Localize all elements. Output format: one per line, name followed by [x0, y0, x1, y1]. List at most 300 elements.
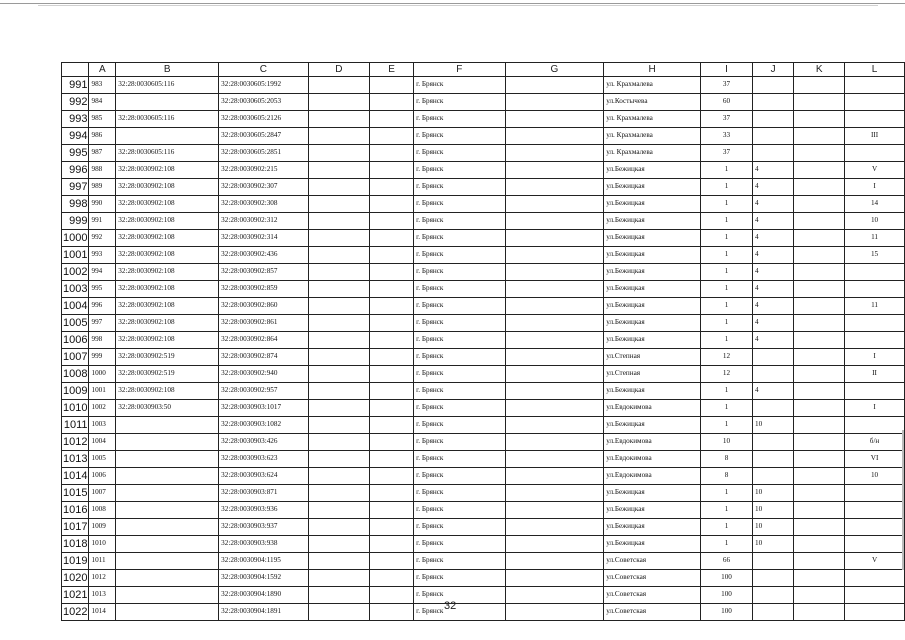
cell-d[interactable] — [308, 383, 370, 400]
cell-h[interactable]: ул.Степная — [604, 349, 701, 366]
cell-e[interactable] — [370, 196, 414, 213]
cell-j[interactable]: 4 — [753, 247, 794, 264]
cell-c[interactable]: 32:28:0030902:957 — [219, 383, 308, 400]
cell-i[interactable]: 1 — [700, 332, 752, 349]
cell-h[interactable]: ул.Бежицкая — [604, 230, 701, 247]
cell-l[interactable]: I — [845, 179, 905, 196]
cell-b[interactable] — [116, 587, 219, 604]
cell-c[interactable]: 32:28:0030605:1992 — [219, 77, 308, 94]
row-number[interactable]: 1007 — [62, 349, 89, 366]
column-header[interactable]: E — [370, 63, 414, 77]
cell-l[interactable] — [845, 417, 905, 434]
cell-k[interactable] — [794, 128, 845, 145]
cell-g[interactable] — [505, 570, 604, 587]
cell-g[interactable] — [505, 417, 604, 434]
cell-f[interactable]: г. Брянск — [414, 468, 505, 485]
column-header[interactable]: C — [219, 63, 308, 77]
cell-b[interactable] — [116, 519, 219, 536]
cell-d[interactable] — [308, 264, 370, 281]
cell-f[interactable]: г. Брянск — [414, 281, 505, 298]
cell-j[interactable] — [753, 77, 794, 94]
cell-h[interactable]: ул.Бежицкая — [604, 264, 701, 281]
cell-a[interactable]: 1001 — [89, 383, 116, 400]
cell-i[interactable]: 1 — [700, 315, 752, 332]
cell-d[interactable] — [308, 349, 370, 366]
cell-g[interactable] — [505, 604, 604, 621]
cell-d[interactable] — [308, 536, 370, 553]
cell-a[interactable]: 998 — [89, 332, 116, 349]
cell-c[interactable]: 32:28:0030902:861 — [219, 315, 308, 332]
cell-k[interactable] — [794, 230, 845, 247]
cell-i[interactable]: 60 — [700, 94, 752, 111]
cell-c[interactable]: 32:28:0030605:2847 — [219, 128, 308, 145]
cell-g[interactable] — [505, 162, 604, 179]
cell-f[interactable]: г. Брянск — [414, 94, 505, 111]
row-number[interactable]: 1018 — [62, 536, 89, 553]
cell-i[interactable]: 1 — [700, 264, 752, 281]
cell-i[interactable]: 33 — [700, 128, 752, 145]
cell-d[interactable] — [308, 111, 370, 128]
cell-d[interactable] — [308, 519, 370, 536]
cell-b[interactable]: 32:28:0030902:108 — [116, 230, 219, 247]
column-header[interactable]: A — [89, 63, 116, 77]
cell-b[interactable]: 32:28:0030902:108 — [116, 179, 219, 196]
cell-h[interactable]: ул.Бежицкая — [604, 519, 701, 536]
cell-d[interactable] — [308, 196, 370, 213]
cell-c[interactable]: 32:28:0030902:940 — [219, 366, 308, 383]
row-number[interactable]: 992 — [62, 94, 89, 111]
cell-d[interactable] — [308, 587, 370, 604]
cell-b[interactable]: 32:28:0030605:116 — [116, 77, 219, 94]
cell-h[interactable]: ул.Бежицкая — [604, 247, 701, 264]
cell-i[interactable]: 1 — [700, 485, 752, 502]
cell-d[interactable] — [308, 213, 370, 230]
cell-g[interactable] — [505, 434, 604, 451]
cell-f[interactable]: г. Брянск — [414, 298, 505, 315]
cell-c[interactable]: 32:28:0030902:308 — [219, 196, 308, 213]
cell-f[interactable]: г. Брянск — [414, 502, 505, 519]
cell-h[interactable]: ул.Степная — [604, 366, 701, 383]
cell-j[interactable] — [753, 553, 794, 570]
cell-i[interactable]: 37 — [700, 77, 752, 94]
cell-b[interactable] — [116, 553, 219, 570]
cell-h[interactable]: ул. Крахмалева — [604, 111, 701, 128]
cell-h[interactable]: ул.Советская — [604, 570, 701, 587]
cell-g[interactable] — [505, 553, 604, 570]
cell-k[interactable] — [794, 111, 845, 128]
cell-d[interactable] — [308, 570, 370, 587]
cell-d[interactable] — [308, 553, 370, 570]
cell-a[interactable]: 1000 — [89, 366, 116, 383]
cell-a[interactable]: 991 — [89, 213, 116, 230]
cell-g[interactable] — [505, 196, 604, 213]
cell-j[interactable]: 4 — [753, 230, 794, 247]
cell-c[interactable]: 32:28:0030902:215 — [219, 162, 308, 179]
cell-c[interactable]: 32:28:0030902:307 — [219, 179, 308, 196]
column-header[interactable]: B — [116, 63, 219, 77]
cell-k[interactable] — [794, 332, 845, 349]
column-header[interactable]: H — [604, 63, 701, 77]
cell-c[interactable]: 32:28:0030904:1890 — [219, 587, 308, 604]
cell-j[interactable] — [753, 111, 794, 128]
cell-i[interactable]: 1 — [700, 519, 752, 536]
cell-c[interactable]: 32:28:0030902:860 — [219, 298, 308, 315]
cell-j[interactable] — [753, 570, 794, 587]
cell-i[interactable]: 1 — [700, 417, 752, 434]
cell-b[interactable]: 32:28:0030902:108 — [116, 213, 219, 230]
cell-i[interactable]: 66 — [700, 553, 752, 570]
column-header[interactable]: G — [505, 63, 604, 77]
cell-a[interactable]: 984 — [89, 94, 116, 111]
cell-h[interactable]: ул.Советская — [604, 604, 701, 621]
cell-l[interactable]: V — [845, 553, 905, 570]
cell-a[interactable]: 1004 — [89, 434, 116, 451]
cell-g[interactable] — [505, 536, 604, 553]
cell-c[interactable]: 32:28:0030902:874 — [219, 349, 308, 366]
cell-e[interactable] — [370, 213, 414, 230]
cell-k[interactable] — [794, 77, 845, 94]
cell-b[interactable]: 32:28:0030605:116 — [116, 145, 219, 162]
cell-k[interactable] — [794, 553, 845, 570]
cell-a[interactable]: 986 — [89, 128, 116, 145]
cell-b[interactable] — [116, 417, 219, 434]
cell-i[interactable]: 100 — [700, 570, 752, 587]
row-number[interactable]: 999 — [62, 213, 89, 230]
cell-c[interactable]: 32:28:0030903:937 — [219, 519, 308, 536]
cell-f[interactable]: г. Брянск — [414, 179, 505, 196]
cell-k[interactable] — [794, 349, 845, 366]
cell-k[interactable] — [794, 434, 845, 451]
row-number[interactable]: 1020 — [62, 570, 89, 587]
row-number[interactable]: 1003 — [62, 281, 89, 298]
cell-b[interactable]: 32:28:0030902:108 — [116, 315, 219, 332]
cell-k[interactable] — [794, 485, 845, 502]
cell-d[interactable] — [308, 468, 370, 485]
cell-f[interactable]: г. Брянск — [414, 230, 505, 247]
cell-j[interactable] — [753, 145, 794, 162]
cell-f[interactable]: г. Брянск — [414, 315, 505, 332]
cell-b[interactable]: 32:28:0030605:116 — [116, 111, 219, 128]
cell-i[interactable]: 1 — [700, 383, 752, 400]
cell-i[interactable]: 37 — [700, 145, 752, 162]
cell-h[interactable]: ул.Бежицкая — [604, 298, 701, 315]
cell-i[interactable]: 37 — [700, 111, 752, 128]
cell-e[interactable] — [370, 94, 414, 111]
cell-a[interactable]: 1006 — [89, 468, 116, 485]
cell-k[interactable] — [794, 94, 845, 111]
cell-k[interactable] — [794, 145, 845, 162]
row-number[interactable]: 1012 — [62, 434, 89, 451]
cell-f[interactable]: г. Брянск — [414, 77, 505, 94]
cell-g[interactable] — [505, 298, 604, 315]
cell-e[interactable] — [370, 247, 414, 264]
cell-k[interactable] — [794, 162, 845, 179]
row-number[interactable]: 1015 — [62, 485, 89, 502]
cell-k[interactable] — [794, 264, 845, 281]
cell-a[interactable]: 1014 — [89, 604, 116, 621]
cell-f[interactable]: г. Брянск — [414, 519, 505, 536]
cell-h[interactable]: ул.Бежицкая — [604, 281, 701, 298]
cell-l[interactable] — [845, 332, 905, 349]
row-number[interactable]: 995 — [62, 145, 89, 162]
cell-h[interactable]: ул.Бежицкая — [604, 502, 701, 519]
cell-f[interactable]: г. Брянск — [414, 213, 505, 230]
cell-g[interactable] — [505, 179, 604, 196]
cell-l[interactable] — [845, 111, 905, 128]
cell-h[interactable]: ул.Евдокимова — [604, 468, 701, 485]
cell-b[interactable] — [116, 451, 219, 468]
cell-b[interactable] — [116, 502, 219, 519]
cell-f[interactable]: г. Брянск — [414, 536, 505, 553]
cell-l[interactable] — [845, 570, 905, 587]
cell-j[interactable]: 10 — [753, 502, 794, 519]
cell-g[interactable] — [505, 213, 604, 230]
cell-k[interactable] — [794, 587, 845, 604]
cell-j[interactable]: 10 — [753, 485, 794, 502]
cell-e[interactable] — [370, 179, 414, 196]
cell-g[interactable] — [505, 281, 604, 298]
cell-e[interactable] — [370, 587, 414, 604]
cell-h[interactable]: ул.Костычева — [604, 94, 701, 111]
cell-l[interactable]: I — [845, 400, 905, 417]
cell-d[interactable] — [308, 281, 370, 298]
cell-i[interactable]: 10 — [700, 434, 752, 451]
cell-b[interactable]: 32:28:0030902:108 — [116, 281, 219, 298]
row-number[interactable]: 1001 — [62, 247, 89, 264]
cell-i[interactable]: 1 — [700, 247, 752, 264]
cell-k[interactable] — [794, 383, 845, 400]
cell-c[interactable]: 32:28:0030903:1017 — [219, 400, 308, 417]
cell-h[interactable]: ул.Бежицкая — [604, 213, 701, 230]
cell-h[interactable]: ул.Евдокимова — [604, 434, 701, 451]
cell-d[interactable] — [308, 247, 370, 264]
cell-f[interactable]: г. Брянск — [414, 604, 505, 621]
row-number[interactable]: 994 — [62, 128, 89, 145]
cell-h[interactable]: ул.Евдокимова — [604, 400, 701, 417]
cell-g[interactable] — [505, 400, 604, 417]
column-header[interactable]: I — [700, 63, 752, 77]
cell-k[interactable] — [794, 570, 845, 587]
cell-a[interactable]: 1013 — [89, 587, 116, 604]
cell-d[interactable] — [308, 162, 370, 179]
cell-h[interactable]: ул. Крахмалева — [604, 145, 701, 162]
cell-c[interactable]: 32:28:0030904:1592 — [219, 570, 308, 587]
column-header[interactable]: L — [845, 63, 905, 77]
cell-a[interactable]: 1009 — [89, 519, 116, 536]
cell-b[interactable] — [116, 536, 219, 553]
cell-j[interactable]: 4 — [753, 332, 794, 349]
cell-b[interactable]: 32:28:0030902:519 — [116, 366, 219, 383]
row-number[interactable]: 1000 — [62, 230, 89, 247]
cell-d[interactable] — [308, 315, 370, 332]
row-number[interactable]: 998 — [62, 196, 89, 213]
cell-b[interactable]: 32:28:0030902:108 — [116, 162, 219, 179]
row-number[interactable]: 1010 — [62, 400, 89, 417]
row-number[interactable]: 1017 — [62, 519, 89, 536]
cell-l[interactable] — [845, 145, 905, 162]
cell-j[interactable] — [753, 587, 794, 604]
row-number[interactable]: 1014 — [62, 468, 89, 485]
cell-h[interactable]: ул.Бежицкая — [604, 383, 701, 400]
cell-e[interactable] — [370, 349, 414, 366]
cell-b[interactable] — [116, 604, 219, 621]
cell-j[interactable] — [753, 366, 794, 383]
cell-k[interactable] — [794, 451, 845, 468]
cell-f[interactable]: г. Брянск — [414, 196, 505, 213]
cell-h[interactable]: ул.Бежицкая — [604, 332, 701, 349]
cell-i[interactable]: 1 — [700, 502, 752, 519]
cell-a[interactable]: 993 — [89, 247, 116, 264]
cell-d[interactable] — [308, 332, 370, 349]
cell-d[interactable] — [308, 366, 370, 383]
cell-a[interactable]: 983 — [89, 77, 116, 94]
cell-j[interactable]: 4 — [753, 383, 794, 400]
cell-b[interactable]: 32:28:0030902:108 — [116, 298, 219, 315]
cell-c[interactable]: 32:28:0030902:859 — [219, 281, 308, 298]
cell-l[interactable]: III — [845, 128, 905, 145]
cell-e[interactable] — [370, 570, 414, 587]
cell-j[interactable] — [753, 94, 794, 111]
cell-f[interactable]: г. Брянск — [414, 553, 505, 570]
cell-b[interactable]: 32:28:0030902:108 — [116, 383, 219, 400]
cell-f[interactable]: г. Брянск — [414, 162, 505, 179]
cell-b[interactable] — [116, 468, 219, 485]
cell-k[interactable] — [794, 536, 845, 553]
cell-g[interactable] — [505, 332, 604, 349]
cell-e[interactable] — [370, 332, 414, 349]
cell-j[interactable]: 4 — [753, 315, 794, 332]
cell-b[interactable] — [116, 485, 219, 502]
cell-i[interactable]: 1 — [700, 213, 752, 230]
cell-c[interactable]: 32:28:0030904:1195 — [219, 553, 308, 570]
cell-h[interactable]: ул.Советская — [604, 587, 701, 604]
cell-e[interactable] — [370, 536, 414, 553]
cell-c[interactable]: 32:28:0030902:864 — [219, 332, 308, 349]
row-number[interactable]: 1011 — [62, 417, 89, 434]
cell-c[interactable]: 32:28:0030903:426 — [219, 434, 308, 451]
cell-g[interactable] — [505, 315, 604, 332]
cell-b[interactable]: 32:28:0030902:108 — [116, 264, 219, 281]
cell-e[interactable] — [370, 519, 414, 536]
cell-e[interactable] — [370, 77, 414, 94]
cell-j[interactable] — [753, 400, 794, 417]
cell-a[interactable]: 990 — [89, 196, 116, 213]
cell-c[interactable]: 32:28:0030903:623 — [219, 451, 308, 468]
cell-l[interactable]: V — [845, 162, 905, 179]
cell-g[interactable] — [505, 383, 604, 400]
cell-l[interactable] — [845, 604, 905, 621]
cell-e[interactable] — [370, 485, 414, 502]
cell-j[interactable]: 4 — [753, 162, 794, 179]
cell-a[interactable]: 1003 — [89, 417, 116, 434]
cell-j[interactable] — [753, 468, 794, 485]
cell-c[interactable]: 32:28:0030605:2126 — [219, 111, 308, 128]
cell-k[interactable] — [794, 502, 845, 519]
cell-e[interactable] — [370, 281, 414, 298]
cell-b[interactable]: 32:28:0030902:108 — [116, 196, 219, 213]
row-number[interactable]: 993 — [62, 111, 89, 128]
cell-k[interactable] — [794, 519, 845, 536]
cell-l[interactable]: 10 — [845, 468, 905, 485]
cell-h[interactable]: ул.Бежицкая — [604, 162, 701, 179]
cell-l[interactable] — [845, 502, 905, 519]
row-number[interactable]: 996 — [62, 162, 89, 179]
row-number[interactable]: 1019 — [62, 553, 89, 570]
cell-g[interactable] — [505, 94, 604, 111]
cell-h[interactable]: ул.Евдокимова — [604, 451, 701, 468]
cell-j[interactable] — [753, 604, 794, 621]
cell-l[interactable]: I — [845, 349, 905, 366]
cell-h[interactable]: ул.Бежицкая — [604, 536, 701, 553]
cell-f[interactable]: г. Брянск — [414, 128, 505, 145]
cell-l[interactable] — [845, 264, 905, 281]
cell-k[interactable] — [794, 366, 845, 383]
cell-a[interactable]: 985 — [89, 111, 116, 128]
row-number[interactable]: 1006 — [62, 332, 89, 349]
cell-e[interactable] — [370, 502, 414, 519]
cell-a[interactable]: 1002 — [89, 400, 116, 417]
row-number[interactable]: 1004 — [62, 298, 89, 315]
cell-c[interactable]: 32:28:0030902:314 — [219, 230, 308, 247]
cell-f[interactable]: г. Брянск — [414, 570, 505, 587]
cell-l[interactable] — [845, 519, 905, 536]
cell-b[interactable]: 32:28:0030902:108 — [116, 247, 219, 264]
cell-a[interactable]: 1007 — [89, 485, 116, 502]
cell-k[interactable] — [794, 604, 845, 621]
row-number[interactable]: 1013 — [62, 451, 89, 468]
cell-g[interactable] — [505, 519, 604, 536]
cell-a[interactable]: 997 — [89, 315, 116, 332]
cell-g[interactable] — [505, 349, 604, 366]
cell-f[interactable]: г. Брянск — [414, 417, 505, 434]
cell-h[interactable]: ул.Бежицкая — [604, 196, 701, 213]
cell-i[interactable]: 1 — [700, 230, 752, 247]
cell-e[interactable] — [370, 451, 414, 468]
cell-l[interactable] — [845, 485, 905, 502]
cell-i[interactable]: 100 — [700, 587, 752, 604]
cell-e[interactable] — [370, 434, 414, 451]
cell-g[interactable] — [505, 247, 604, 264]
cell-g[interactable] — [505, 77, 604, 94]
cell-d[interactable] — [308, 400, 370, 417]
cell-e[interactable] — [370, 468, 414, 485]
cell-a[interactable]: 999 — [89, 349, 116, 366]
cell-b[interactable] — [116, 434, 219, 451]
cell-k[interactable] — [794, 315, 845, 332]
column-header[interactable]: F — [414, 63, 505, 77]
cell-g[interactable] — [505, 587, 604, 604]
cell-f[interactable]: г. Брянск — [414, 332, 505, 349]
cell-j[interactable]: 4 — [753, 213, 794, 230]
cell-f[interactable]: г. Брянск — [414, 485, 505, 502]
cell-b[interactable]: 32:28:0030903:50 — [116, 400, 219, 417]
cell-k[interactable] — [794, 417, 845, 434]
cell-j[interactable]: 4 — [753, 196, 794, 213]
cell-d[interactable] — [308, 128, 370, 145]
cell-i[interactable]: 1 — [700, 536, 752, 553]
cell-i[interactable]: 1 — [700, 162, 752, 179]
cell-d[interactable] — [308, 94, 370, 111]
cell-d[interactable] — [308, 77, 370, 94]
cell-d[interactable] — [308, 298, 370, 315]
cell-l[interactable] — [845, 315, 905, 332]
cell-l[interactable] — [845, 536, 905, 553]
cell-c[interactable]: 32:28:0030903:936 — [219, 502, 308, 519]
cell-g[interactable] — [505, 468, 604, 485]
cell-d[interactable] — [308, 485, 370, 502]
cell-k[interactable] — [794, 247, 845, 264]
cell-d[interactable] — [308, 417, 370, 434]
